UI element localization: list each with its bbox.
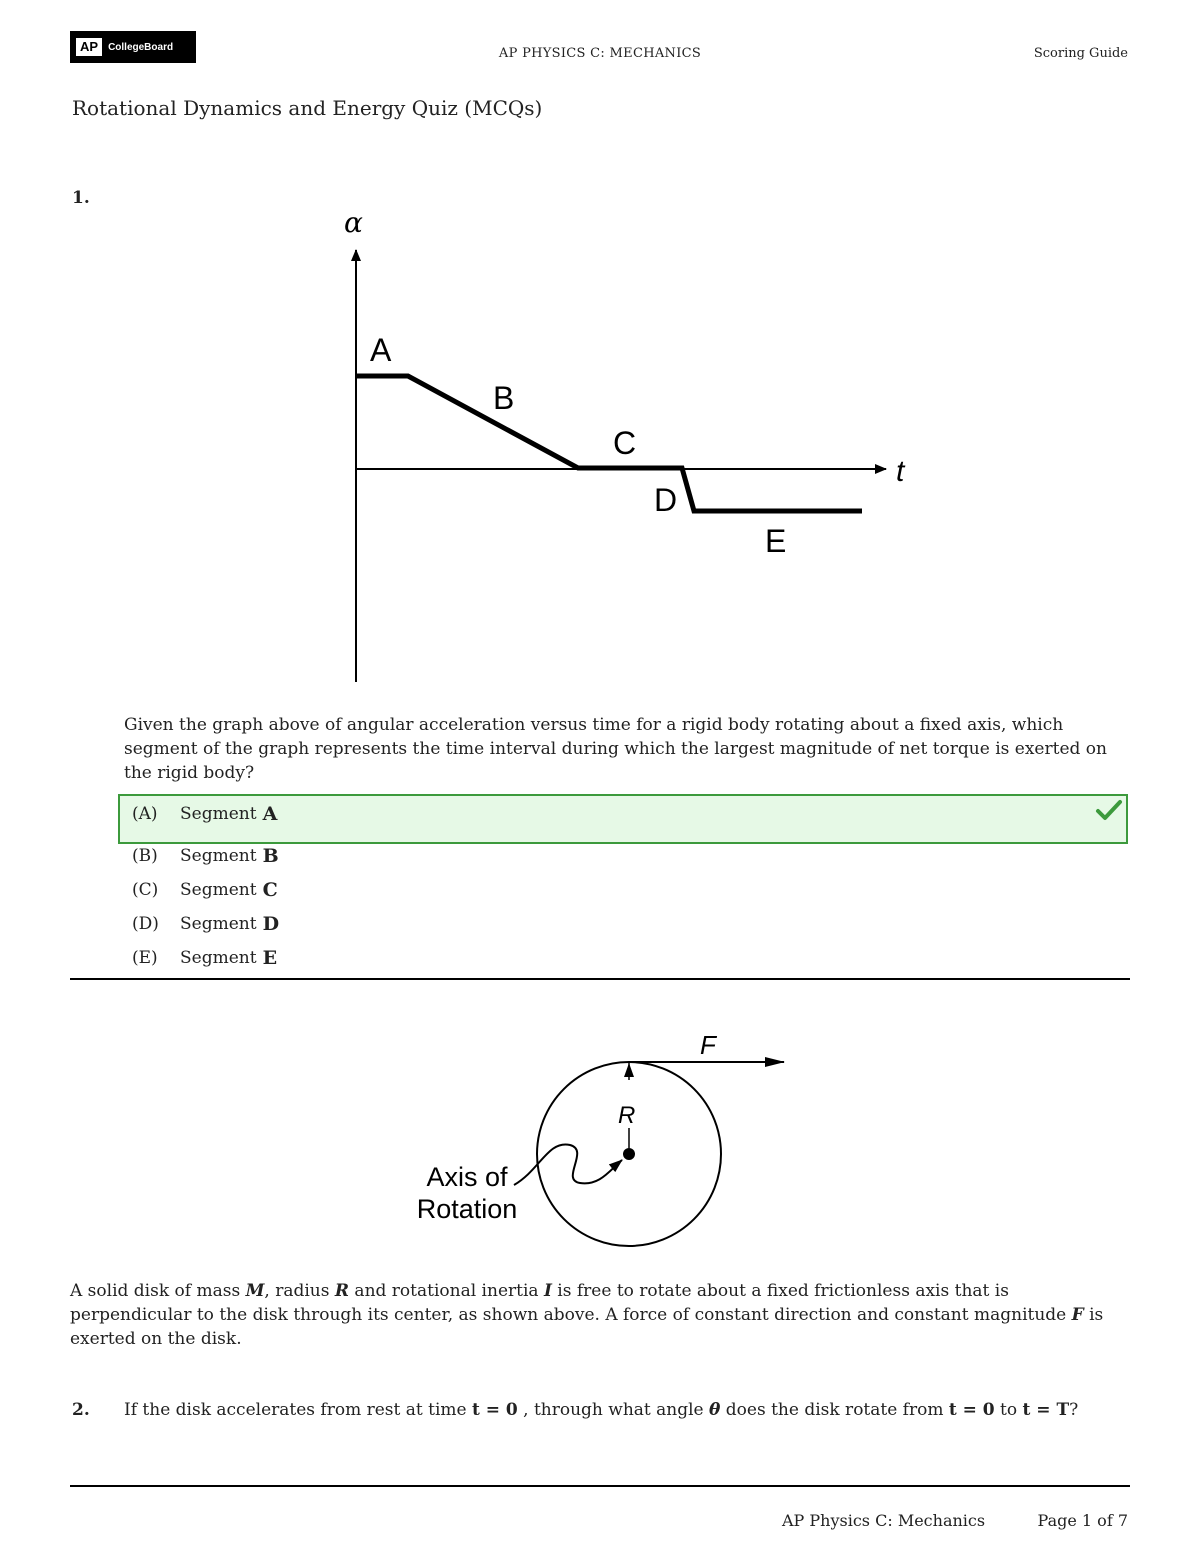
footer-divider	[70, 1485, 1130, 1487]
force-label: F	[700, 1030, 716, 1060]
option-text: Segment	[180, 880, 257, 900]
radius-symbol: R	[334, 1281, 350, 1301]
logo-ap-mark: AP	[76, 38, 102, 56]
disk-center	[623, 1148, 635, 1160]
disk-diagram	[400, 1020, 820, 1260]
x-axis-label: t	[896, 455, 905, 488]
angular-acceleration-graph	[300, 200, 940, 690]
y-axis-label: α	[344, 206, 363, 239]
question-2-number: 2.	[72, 1400, 90, 1420]
option-letter: (A)	[132, 804, 158, 824]
q2-text: to	[994, 1400, 1023, 1420]
section-divider	[70, 978, 1130, 980]
radius-arrowhead	[624, 1063, 634, 1077]
option-segment: D	[262, 913, 280, 935]
question-1-number: 1.	[72, 188, 90, 208]
q2-text: does the disk rotate from	[720, 1400, 949, 1420]
option-text: Segment	[180, 804, 257, 824]
logo-org-name: CollegeBoard	[108, 41, 174, 53]
q2-text: , through what angle	[517, 1400, 710, 1420]
segment-label-b: B	[493, 380, 515, 416]
option-c[interactable]	[132, 879, 278, 901]
axis-label-line2: Rotation	[416, 1194, 518, 1224]
theta-symbol: θ	[709, 1400, 721, 1420]
axis-pointer-arrow	[514, 1144, 622, 1185]
segment-label-e: E	[765, 523, 787, 559]
graph-line	[356, 376, 862, 511]
q2-text: ?	[1069, 1400, 1079, 1420]
axis-label-line1: Axis of	[426, 1162, 508, 1192]
scoring-guide-label: Scoring Guide	[1033, 46, 1128, 61]
stem-text: , radius	[264, 1281, 335, 1301]
stem-text: is exerted on the disk.	[70, 1305, 1104, 1349]
option-segment: E	[262, 947, 278, 969]
q2-math: t = T	[1022, 1400, 1070, 1420]
option-letter: (E)	[132, 948, 158, 968]
option-text: Segment	[180, 948, 257, 968]
option-letter: (D)	[132, 914, 159, 934]
disk-stem	[70, 1279, 1110, 1351]
q2-math: t = 0	[471, 1400, 518, 1420]
segment-label-a: A	[370, 332, 392, 368]
course-title: AP PHYSICS C: MECHANICS	[498, 46, 702, 61]
option-text: Segment	[180, 914, 257, 934]
force-symbol: F	[1071, 1305, 1084, 1325]
option-letter: (B)	[132, 846, 158, 866]
option-a[interactable]	[132, 803, 277, 825]
stem-text: and rotational inertia	[349, 1281, 544, 1301]
option-text: Segment	[180, 846, 257, 866]
option-segment: C	[262, 879, 278, 901]
q2-math: t = 0	[948, 1400, 995, 1420]
stem-text: A solid disk of mass	[70, 1281, 246, 1301]
footer-page-number: Page 1 of 7	[1037, 1511, 1128, 1530]
mass-symbol: M	[245, 1281, 265, 1301]
option-d[interactable]	[132, 913, 279, 935]
footer-course: AP Physics C: Mechanics	[782, 1511, 986, 1530]
option-b[interactable]	[132, 845, 279, 867]
stem-text: is free to rotate about a fixed frictionless axis that is perpendicular to the disk through its center, as shown above. A force of constant direction and constant magnitude	[70, 1281, 1072, 1325]
option-e[interactable]	[132, 947, 277, 969]
page-title: Rotational Dynamics and Energy Quiz (MCQs)	[72, 96, 543, 120]
checkmark-icon	[1094, 798, 1124, 824]
option-letter: (C)	[132, 880, 159, 900]
option-segment: B	[262, 845, 279, 867]
q2-text: If the disk accelerates from rest at time	[124, 1400, 472, 1420]
question-2-prompt	[124, 1398, 1124, 1422]
option-segment: A	[262, 803, 278, 825]
segment-label-c: C	[613, 425, 637, 461]
radius-label: R	[618, 1102, 636, 1129]
segment-label-d: D	[654, 482, 678, 518]
question-1-prompt: Given the graph above of angular acceleration versus time for a rigid body rotating about a fixed axis, which segment of the graph represents the time interval during which the largest magnitude of net torque is exerted on the rigid body?	[124, 715, 1107, 783]
inertia-symbol: I	[543, 1281, 552, 1301]
